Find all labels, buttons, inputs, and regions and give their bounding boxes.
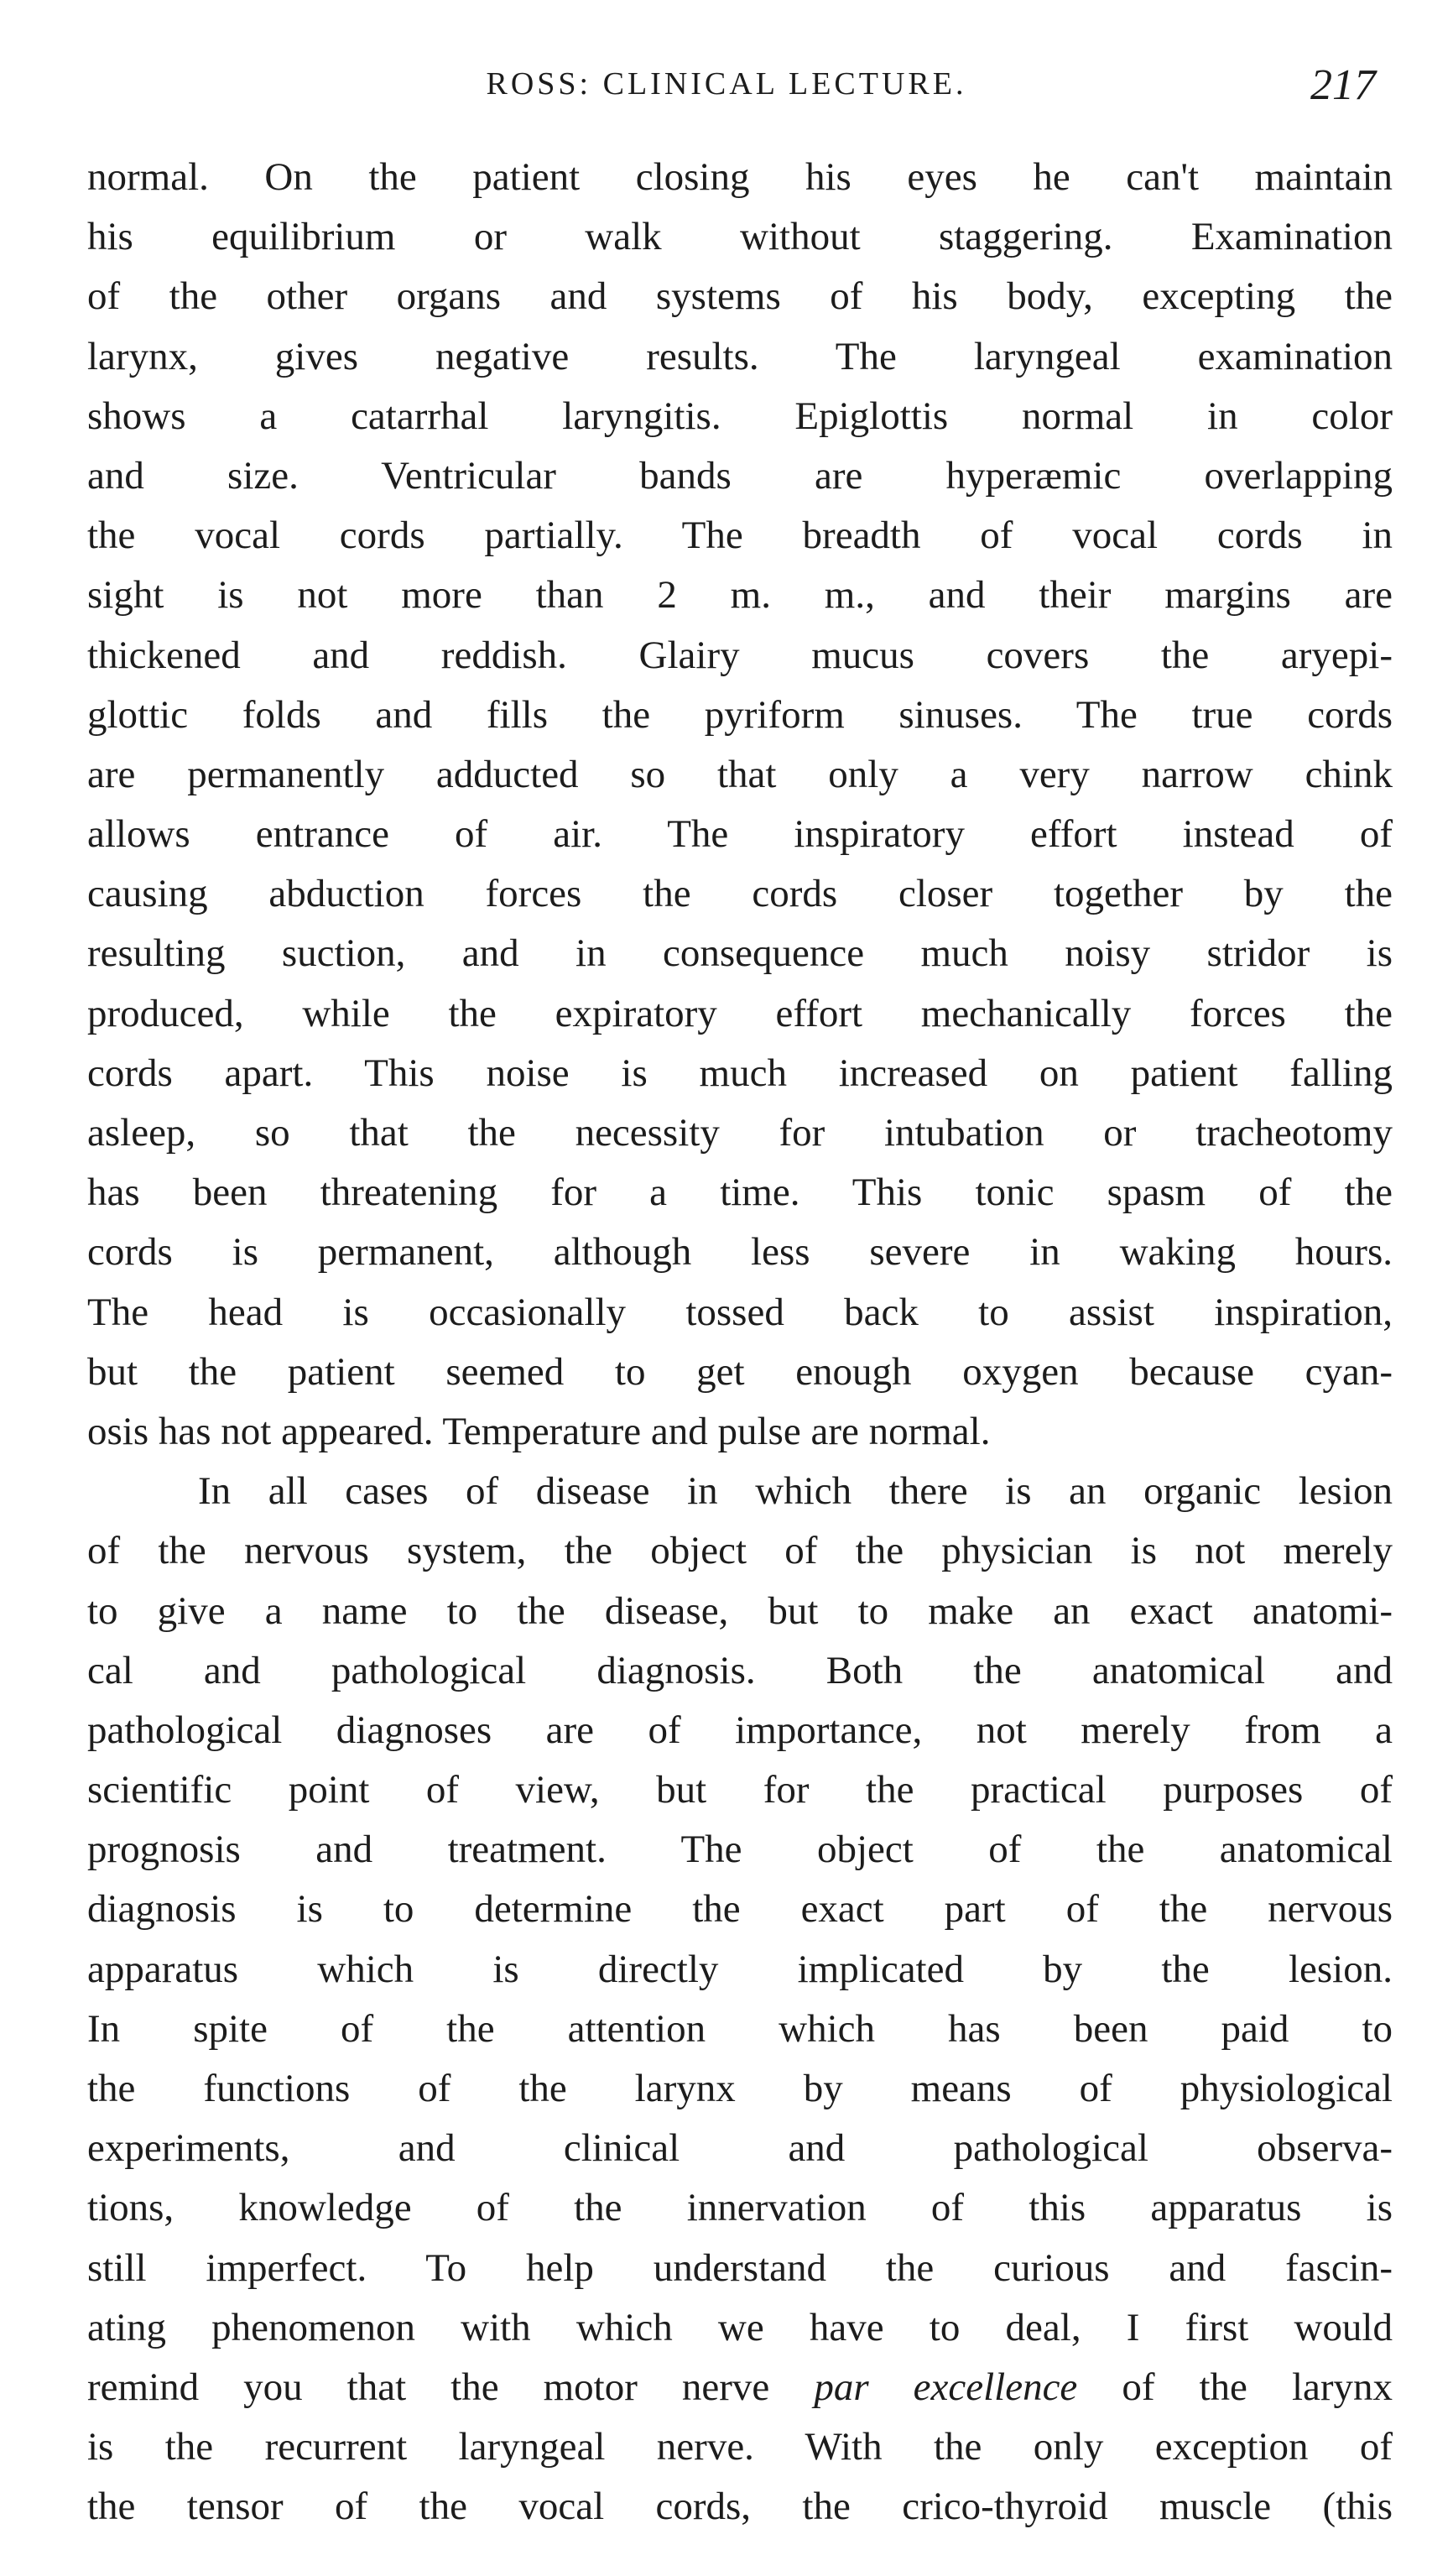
text-line: diagnosis is to determine the exact part of the nervous	[87, 1887, 1393, 1932]
text-line: scientific point of view, but for the practical purposes of	[87, 1768, 1393, 1812]
running-head	[0, 60, 1453, 119]
text-line: larynx, gives negative results. The laryngeal examination	[87, 334, 1393, 378]
text-line: normal. On the patient closing his eyes he can't maintain	[87, 155, 1393, 199]
text-line: the functions of the larynx by means of physiological	[87, 2067, 1393, 2110]
text-line: shows a catarrhal laryngitis. Epiglottis normal in color	[87, 394, 1393, 438]
text-line: cords is permanent, although less severe in waking hours.	[87, 1230, 1393, 1275]
text-line: apparatus which is directly implicated by the lesion.	[87, 1947, 1393, 1991]
text-line: tions, knowledge of the innervation of this apparatus is	[87, 2186, 1393, 2230]
text-line: prognosis and treatment. The object of the anatomical	[87, 1828, 1393, 1872]
text-line: of the nervous system, the object of the physician is not merely	[87, 1529, 1393, 1573]
text-segment: of the larynx	[1077, 2365, 1393, 2409]
text-line: is the recurrent laryngeal nerve. With the only exception of	[87, 2425, 1393, 2469]
text-line: experiments, and clinical and pathological observa-	[87, 2126, 1393, 2171]
text-line: In spite of the attention which has been paid to	[87, 2006, 1393, 2051]
italic-phrase: par excellence	[814, 2365, 1078, 2409]
text-line: cords apart. This noise is much increased on patient falling	[87, 1051, 1393, 1095]
text-line: produced, while the expiratory effort mechanically forces the	[87, 991, 1393, 1035]
text-line-par-excellence	[87, 2358, 1393, 2417]
text-line: causing abduction forces the cords closer together by the	[87, 872, 1393, 916]
text-line: the tensor of the vocal cords, the crico-thyroid muscle (this	[87, 2485, 1393, 2529]
running-title: ROSS: CLINICAL LECTURE.	[486, 66, 967, 102]
text-segment: remind you that the motor nerve	[87, 2365, 815, 2409]
text-line: In all cases of disease in which there is an organic lesion	[198, 1469, 1393, 1514]
text-line: osis has not appeared. Temperature and pulse are normal.	[87, 1409, 991, 1453]
page-number: 217	[1310, 61, 1376, 109]
text-line: ating phenomenon with which we have to deal, I first would	[87, 2305, 1393, 2349]
text-line: the vocal cords partially. The breadth of vocal cords in	[87, 514, 1393, 558]
text-line: to give a name to the disease, but to make an exact anatomi-	[87, 1588, 1393, 1633]
text-line: allows entrance of air. The inspiratory effort instead of	[87, 812, 1393, 857]
text-line: still imperfect. To help understand the curious and fascin-	[87, 2245, 1393, 2290]
text-line: sight is not more than 2 m. m., and their margins are	[87, 573, 1393, 618]
text-line: but the patient seemed to get enough oxygen because cyan-	[87, 1349, 1393, 1394]
text-line: The head is occasionally tossed back to assist inspiration,	[87, 1290, 1393, 1334]
text-line: asleep, so that the necessity for intubation or tracheotomy	[87, 1111, 1393, 1155]
text-line: pathological diagnoses are of importance, not merely from a	[87, 1708, 1393, 1752]
text-line: his equilibrium or walk without staggering. Examination	[87, 215, 1393, 259]
text-line: has been threatening for a time. This tonic spasm of the	[87, 1171, 1393, 1215]
text-line: thickened and reddish. Glairy mucus covers the aryepi-	[87, 633, 1393, 677]
body-text	[87, 148, 1393, 2537]
text-line: and size. Ventricular bands are hyperæmic overlapping	[87, 453, 1393, 498]
text-line: glottic folds and fills the pyriform sinuses. The true cords	[87, 692, 1393, 737]
text-line: of the other organs and systems of his body, excepting the	[87, 274, 1393, 319]
text-line: resulting suction, and in consequence much noisy stridor is	[87, 931, 1393, 976]
text-line: are permanently adducted so that only a very narrow chink	[87, 752, 1393, 796]
text-line: cal and pathological diagnosis. Both the anatomical and	[87, 1648, 1393, 1692]
